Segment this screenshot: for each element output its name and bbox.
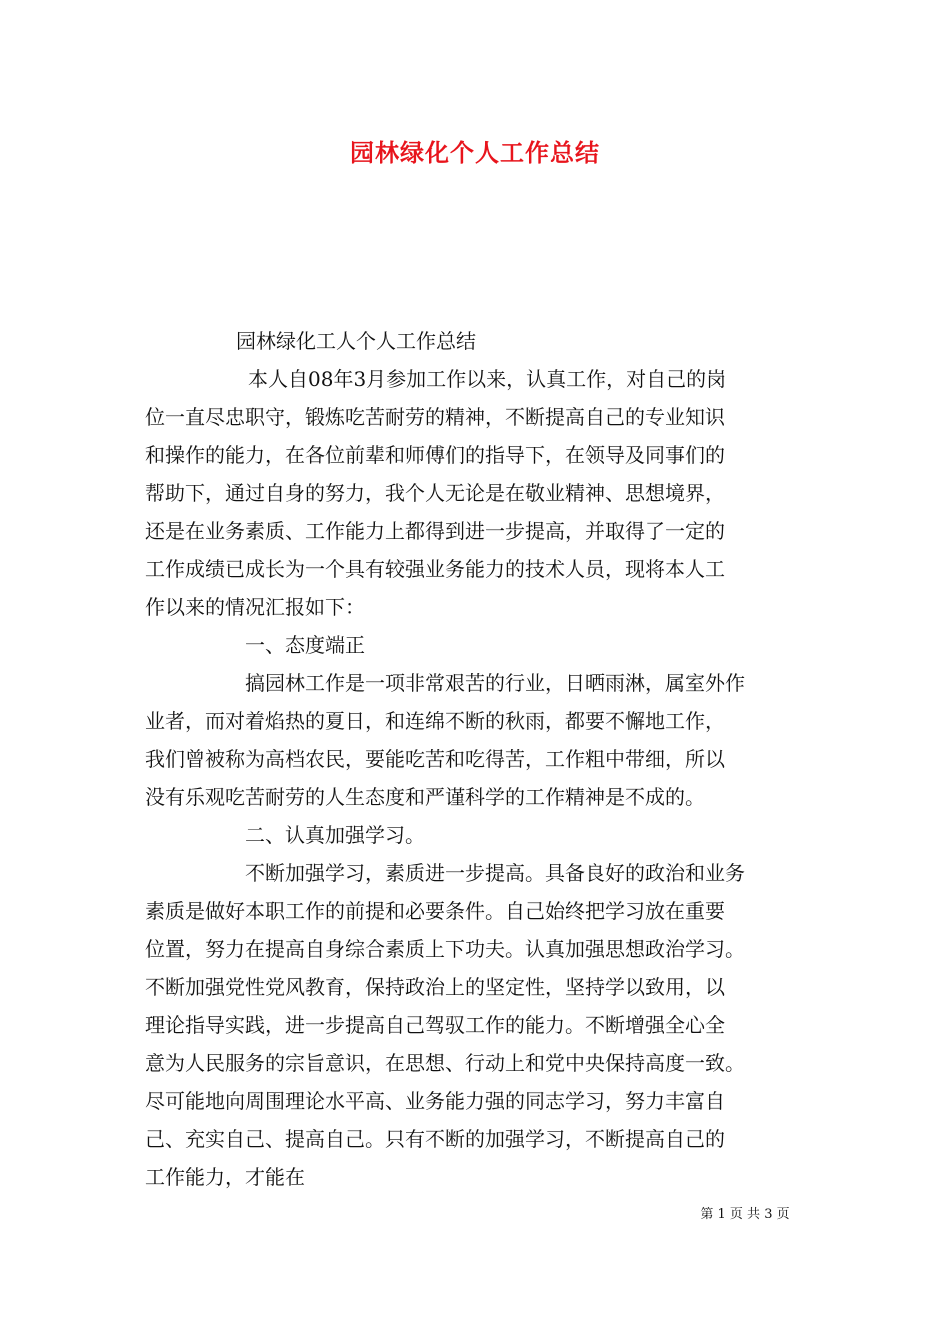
body-line: 尽可能地向周围理论水平高、业务能力强的同志学习，努力丰富自 [145, 1089, 725, 1113]
body-line: 还是在业务素质、工作能力上都得到进一步提高，并取得了一定的 [145, 519, 725, 543]
body-line: 不断加强学习，素质进一步提高。具备良好的政治和业务 [245, 861, 745, 885]
body-line: 一、态度端正 [245, 633, 365, 657]
body-line: 园林绿化工人个人工作总结 [236, 329, 476, 353]
body-line: 我们曾被称为高档农民，要能吃苦和吃得苦，工作粗中带细，所以 [145, 747, 725, 771]
document-body [145, 322, 813, 1196]
body-line: 业者，而对着焰热的夏日，和连绵不断的秋雨，都要不懈地工作， [145, 709, 725, 733]
body-line: 二、认真加强学习。 [245, 823, 425, 847]
body-line: 素质是做好本职工作的前提和必要条件。自己始终把学习放在重要 [145, 899, 725, 923]
document-title: 园林绿化个人工作总结 [350, 138, 600, 167]
body-line: 没有乐观吃苦耐劳的人生态度和严谨科学的工作精神是不成的。 [145, 785, 705, 809]
body-line: 位一直尽忠职守，锻炼吃苦耐劳的精神，不断提高自己的专业知识 [145, 405, 725, 429]
body-line: 和操作的能力，在各位前辈和师傅们的指导下，在领导及同事们的 [145, 443, 725, 467]
page-footer: 第 1 页 共 3 页 [700, 1207, 790, 1222]
body-line: 搞园林工作是一项非常艰苦的行业，日晒雨淋，属室外作 [245, 671, 745, 695]
body-line: 己、充实自己、提高自己。只有不断的加强学习，不断提高自己的 [145, 1127, 725, 1151]
body-line: 不断加强党性党风教育，保持政治上的坚定性，坚持学以致用，以 [145, 975, 725, 999]
body-line: 意为人民服务的宗旨意识，在思想、行动上和党中央保持高度一致。 [145, 1051, 745, 1075]
body-line: 工作能力，才能在 [145, 1165, 305, 1189]
body-line: 帮助下，通过自身的努力，我个人无论是在敬业精神、思想境界， [145, 481, 725, 505]
body-line: 本人自08年3月参加工作以来，认真工作，对自己的岗 [248, 367, 727, 391]
body-line: 工作成绩已成长为一个具有较强业务能力的技术人员，现将本人工 [145, 557, 725, 581]
body-line: 位置，努力在提高自身综合素质上下功夫。认真加强思想政治学习。 [145, 937, 745, 961]
body-line: 作以来的情况汇报如下： [145, 595, 365, 619]
body-line: 理论指导实践，进一步提高自己驾驭工作的能力。不断增强全心全 [145, 1013, 725, 1037]
